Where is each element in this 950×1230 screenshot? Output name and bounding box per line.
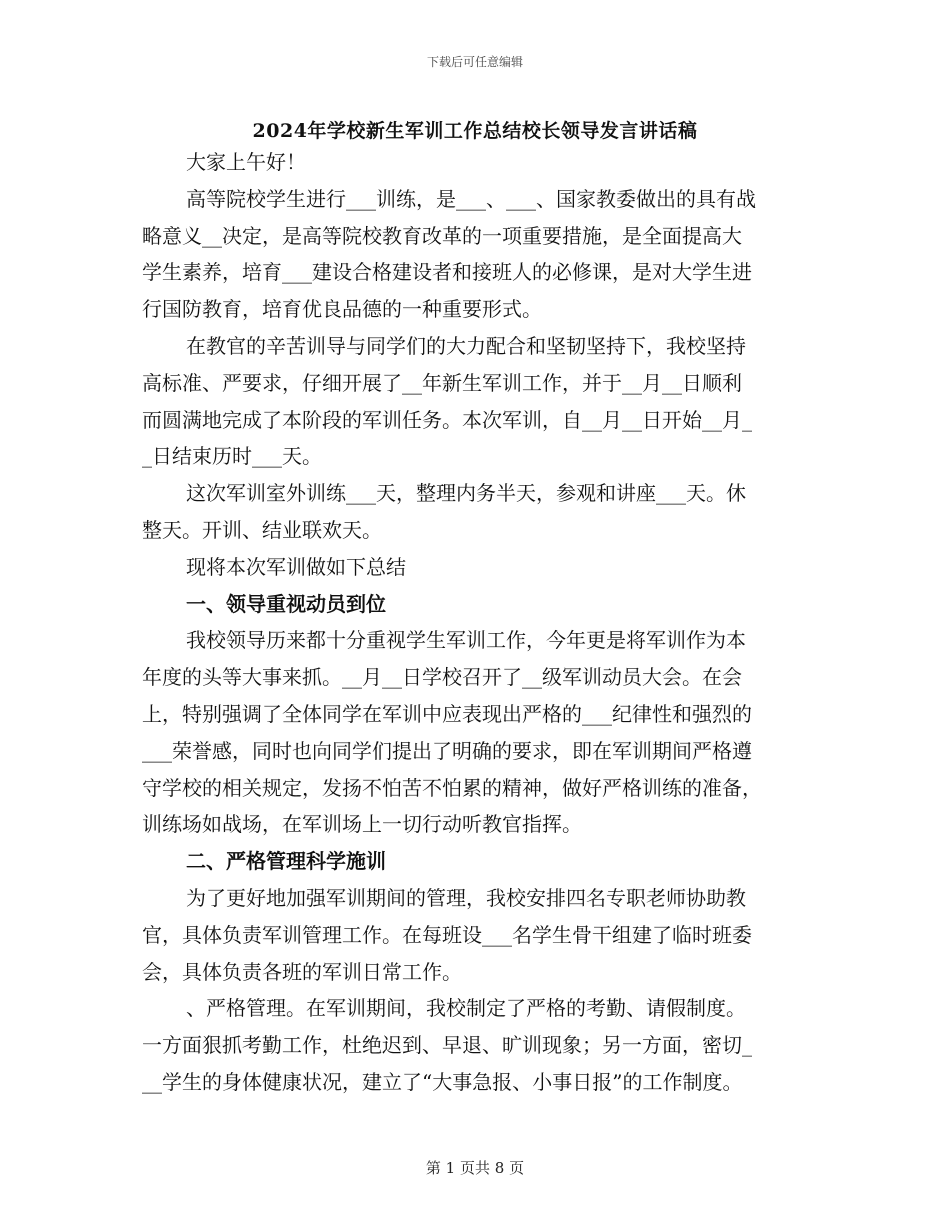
- text-line: 守学校的相关规定，发扬不怕苦不怕累的精神，做好严格训练的准备，: [142, 775, 762, 800]
- text-line: 略意义__决定，是高等院校教育改革的一项重要措施，是全面提高大: [142, 223, 742, 248]
- text-line: __学生的身体健康状况，建立了“大事急报、小事日报”的工作制度。: [142, 1069, 743, 1094]
- text-line: 行国防教育，培育优良品德的一种重要形式。: [142, 297, 542, 322]
- section-heading: 一、领导重视动员到位: [186, 591, 386, 616]
- page-footer: 第 1 页共 8 页: [425, 1159, 525, 1177]
- document-title: 2024年学校新生军训工作总结校长领导发言讲话稿: [252, 120, 698, 142]
- text-line: 训练场如战场，在军训场上一切行动听教官指挥。: [142, 812, 582, 837]
- document-body: [142, 144, 810, 1101]
- text-line: 学生素养，培育___建设合格建设者和接班人的必修课，是对大学生进: [142, 260, 752, 285]
- text-line: 整天。开训、结业联欢天。: [142, 517, 382, 542]
- text-line: 大家上午好！: [186, 150, 306, 174]
- text-line: 现将本次军训做如下总结: [186, 554, 406, 579]
- text-line: 会，具体负责各班的军训日常工作。: [142, 959, 462, 984]
- text-line: 高等院校学生进行___训练，是___、___、国家教委做出的具有战: [186, 186, 756, 211]
- text-line: 高标准、严要求，仔细开展了__年新生军训工作，并于__月__日顺利: [142, 370, 742, 395]
- text-line: 官，具体负责军训管理工作。在每班设___名学生骨干组建了临时班委: [142, 922, 752, 947]
- text-line: 上，特别强调了全体同学在军训中应表现出严格的___纪律性和强烈的: [142, 701, 752, 726]
- text-line: _日结束历时___天。: [142, 444, 322, 469]
- text-line: 在教官的辛苦训导与同学们的大力配合和坚韧坚持下，我校坚持: [186, 333, 746, 358]
- text-line: 、严格管理。在军训期间，我校制定了严格的考勤、请假制度。: [186, 996, 746, 1021]
- text-line: 一方面狠抓考勤工作，杜绝迟到、早退、旷训现象；另一方面，密切_: [142, 1033, 752, 1058]
- text-line: ___荣誉感，同时也向同学们提出了明确的要求，即在军训期间严格遵: [142, 738, 752, 763]
- text-line: 为了更好地加强军训期间的管理，我校安排四名专职老师协助教: [186, 885, 746, 910]
- text-line: 年度的头等大事来抓。__月__日学校召开了__级军训动员大会。在会: [142, 665, 742, 690]
- header-note: 下载后可任意编辑: [426, 55, 523, 69]
- text-line: 我校领导历来都十分重视学生军训工作，今年更是将军训作为本: [186, 628, 746, 653]
- text-line: 这次军训室外训练___天，整理内务半天，参观和讲座___天。休: [186, 481, 746, 506]
- text-line: 而圆满地完成了本阶段的军训任务。本次军训，自__月__日开始__月_: [142, 407, 752, 432]
- section-heading: 二、严格管理科学施训: [186, 849, 386, 874]
